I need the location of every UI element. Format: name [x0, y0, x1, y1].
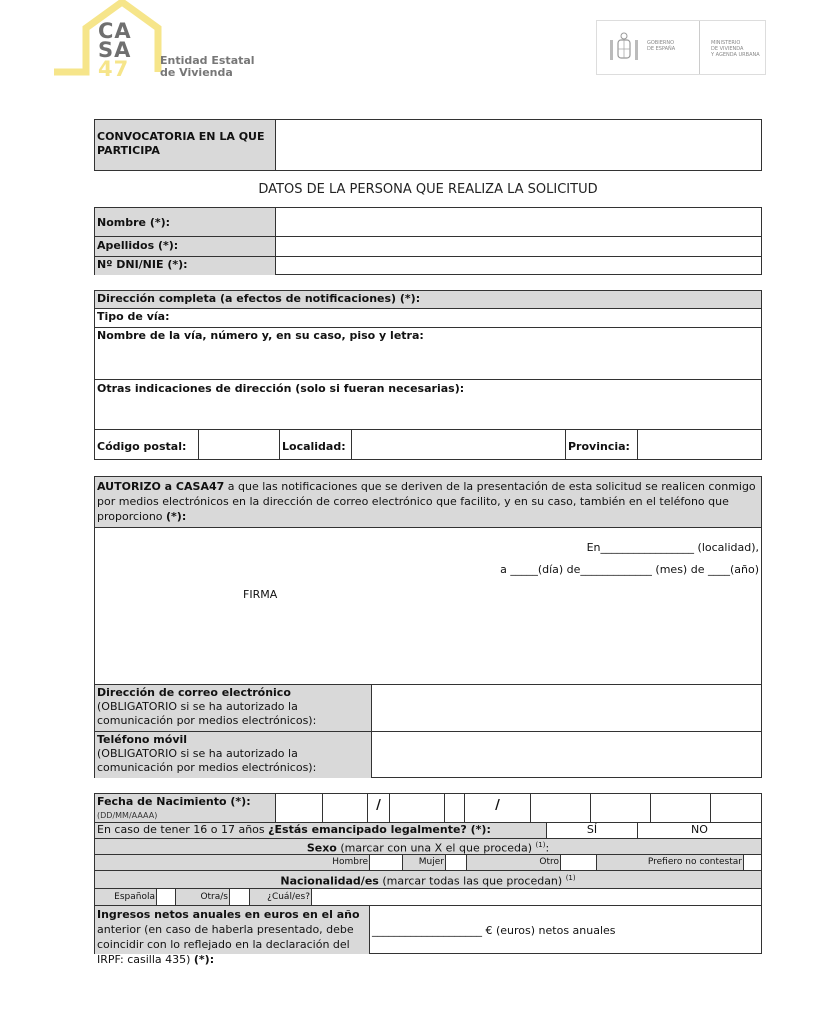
- sexo-colon: :: [545, 841, 550, 855]
- datos-personales-table: [94, 793, 762, 966]
- dia-digit-1[interactable]: [276, 794, 323, 822]
- nombre-label: Nombre (*):: [95, 208, 276, 236]
- ingresos-row: [95, 906, 761, 966]
- codigo-postal-input[interactable]: [199, 430, 280, 460]
- nombre-via-field[interactable]: Nombre de la vía, número y, en su caso, piso y letra:: [95, 328, 761, 380]
- logo-text-sa: SA: [98, 38, 132, 62]
- persona-table: [94, 207, 762, 275]
- logo-subtitle-2: de Vivienda: [160, 66, 233, 79]
- sexo-title-bold: Sexo: [306, 841, 337, 855]
- autorizacion-table: [94, 476, 762, 778]
- nacionalidad-cual-label: ¿Cuál/es?: [250, 889, 312, 905]
- apellidos-input[interactable]: [276, 237, 761, 256]
- nacionalidad-title: [95, 871, 761, 889]
- dni-label: Nº DNI/NIE (*):: [95, 257, 276, 275]
- telefono-input[interactable]: [372, 732, 761, 778]
- sexo-options-row: [95, 855, 761, 871]
- fecha-line: a _____(día) de_____________ (mes) de ____(año): [500, 563, 759, 576]
- convocatoria-table: [94, 119, 762, 171]
- email-row: [95, 685, 761, 732]
- ingresos-input[interactable]: ____________________ € (euros) netos anuales: [372, 924, 616, 937]
- gobierno-text-1: GOBIERNO: [647, 40, 675, 46]
- autorizo-text: [95, 477, 761, 528]
- codigo-postal-label: Código postal:: [95, 430, 199, 460]
- sexo-otro-checkbox[interactable]: [561, 855, 597, 870]
- gobierno-text-2: DE ESPAÑA: [647, 46, 676, 52]
- ingresos-label-bold: Ingresos netos anuales en euros en el año: [97, 908, 360, 921]
- telefono-label-bold: Teléfono móvil: [97, 733, 188, 746]
- dni-row: [95, 257, 761, 275]
- ingresos-label: [95, 906, 370, 966]
- emancipado-row: [95, 823, 761, 839]
- ingresos-required: (*):: [193, 953, 215, 966]
- fecha-formato: (DD/MM/AAAA): [97, 811, 158, 820]
- mes-digit-1[interactable]: [390, 794, 445, 822]
- email-label-bold: Dirección de correo electrónico: [97, 686, 291, 699]
- provincia-input[interactable]: [638, 430, 761, 460]
- dia-digit-2[interactable]: [323, 794, 368, 822]
- sexo-note: (1): [535, 841, 546, 849]
- fecha-nacimiento-label: [95, 794, 276, 822]
- apellidos-label: Apellidos (*):: [95, 237, 276, 256]
- convocatoria-input[interactable]: [276, 120, 761, 170]
- sexo-title: [95, 839, 761, 855]
- sexo-prefiero-checkbox[interactable]: [744, 855, 761, 870]
- mes-digit-2[interactable]: [445, 794, 465, 822]
- logo-subtitle-1: Entidad Estatal: [160, 54, 255, 67]
- ministerio-text-3: Y AGENDA URBANA: [711, 52, 760, 58]
- localidad-input[interactable]: [352, 430, 566, 460]
- sexo-hombre-label: Hombre: [95, 855, 370, 870]
- direccion-table: [94, 290, 762, 460]
- sexo-title-text: (marcar con una X el que proceda): [336, 841, 536, 855]
- telefono-label-text: (OBLIGATORIO si se ha autorizado la comunicación por medios electrónicos):: [97, 747, 317, 774]
- coat-of-arms-icon: [607, 30, 641, 66]
- sexo-hombre-checkbox[interactable]: [370, 855, 403, 870]
- dni-input[interactable]: [276, 257, 761, 275]
- nacionalidad-cual-input[interactable]: [312, 889, 761, 905]
- ministerio-text-1: MINISTERIO: [711, 40, 741, 46]
- apellidos-row: [95, 237, 761, 257]
- emancipado-prefix: En caso de tener 16 o 17 años: [97, 823, 269, 836]
- sexo-prefiero-label: Prefiero no contestar: [597, 855, 744, 870]
- localidad-row: [95, 430, 761, 460]
- nacionalidad-options-row: [95, 889, 761, 906]
- date-separator-1: /: [368, 794, 390, 822]
- nacionalidad-title-bold: Nacionalidad/es: [280, 874, 379, 888]
- email-label-text: (OBLIGATORIO si se ha autorizado la comunicación por medios electrónicos):: [97, 700, 317, 727]
- email-input[interactable]: [372, 685, 761, 731]
- sexo-mujer-checkbox[interactable]: [446, 855, 467, 870]
- anio-digit-2[interactable]: [591, 794, 651, 822]
- nombre-row: [95, 208, 761, 237]
- section-title: DATOS DE LA PERSONA QUE REALIZA LA SOLICITUD: [258, 182, 598, 197]
- ministerio-text-2: DE VIVIENDA: [711, 46, 744, 52]
- provincia-label: Provincia:: [566, 430, 638, 460]
- anio-digit-3[interactable]: [651, 794, 711, 822]
- nacionalidad-otra-checkbox[interactable]: [230, 889, 250, 905]
- otras-indicaciones-field[interactable]: Otras indicaciones de dirección (solo si fueran necesarias):: [95, 380, 761, 430]
- telefono-row: [95, 732, 761, 778]
- date-separator-2: /: [465, 794, 531, 822]
- logo-text-47: 47: [98, 57, 130, 81]
- sexo-otro-label: Otro: [467, 855, 561, 870]
- nacionalidad-title-text: (marcar todas las que procedan): [378, 874, 566, 888]
- direccion-header: Dirección completa (a efectos de notificaciones) (*):: [95, 291, 761, 309]
- autorizo-required: (*):: [166, 510, 187, 523]
- firma-area[interactable]: [95, 528, 761, 685]
- emancipado-si-option[interactable]: SÍ: [547, 823, 638, 838]
- logo-divider: [699, 21, 700, 74]
- logo-text-ca: CA: [98, 19, 132, 43]
- ingresos-label-text: anterior (en caso de haberla presentado, debe coincidir con lo reflejado en la declaración del IRPF: casilla 435): [97, 923, 354, 966]
- autorizo-bold: AUTORIZO a CASA47: [97, 480, 225, 493]
- convocatoria-label: CONVOCATORIA EN LA QUE PARTICIPA: [95, 120, 276, 170]
- nombre-input[interactable]: [276, 208, 761, 236]
- fecha-nacimiento-row: [95, 794, 761, 823]
- gobierno-logo: [596, 20, 766, 75]
- localidad-line: En_________________ (localidad),: [586, 541, 759, 554]
- tipo-via-field[interactable]: Tipo de vía:: [95, 309, 761, 328]
- nacionalidad-note: (1): [565, 874, 576, 882]
- nacionalidad-otra-label: Otra/s: [176, 889, 230, 905]
- telefono-label: [95, 732, 372, 778]
- emancipado-label: [95, 823, 547, 838]
- anio-digit-4[interactable]: [711, 794, 761, 822]
- nacionalidad-espanola-label: Española: [95, 889, 157, 905]
- nacionalidad-espanola-checkbox[interactable]: [157, 889, 176, 905]
- firma-label: FIRMA: [243, 588, 278, 601]
- sexo-mujer-label: Mujer: [403, 855, 446, 870]
- autorizo-body: a que las notificaciones que se deriven de la presentación de esta solicitud se realicen conmigo por medios electrónicos en la dirección de correo electrónico que facilito, y en su caso, también en el teléfono que proporciono: [97, 480, 756, 523]
- anio-digit-1[interactable]: [531, 794, 591, 822]
- fecha-nacimiento-label-text: Fecha de Nacimiento (*):: [97, 795, 251, 808]
- localidad-label: Localidad:: [280, 430, 352, 460]
- emancipado-no-option[interactable]: NO: [691, 823, 708, 836]
- email-label: [95, 685, 372, 731]
- emancipado-question: ¿Estás emancipado legalmente? (*):: [268, 823, 491, 836]
